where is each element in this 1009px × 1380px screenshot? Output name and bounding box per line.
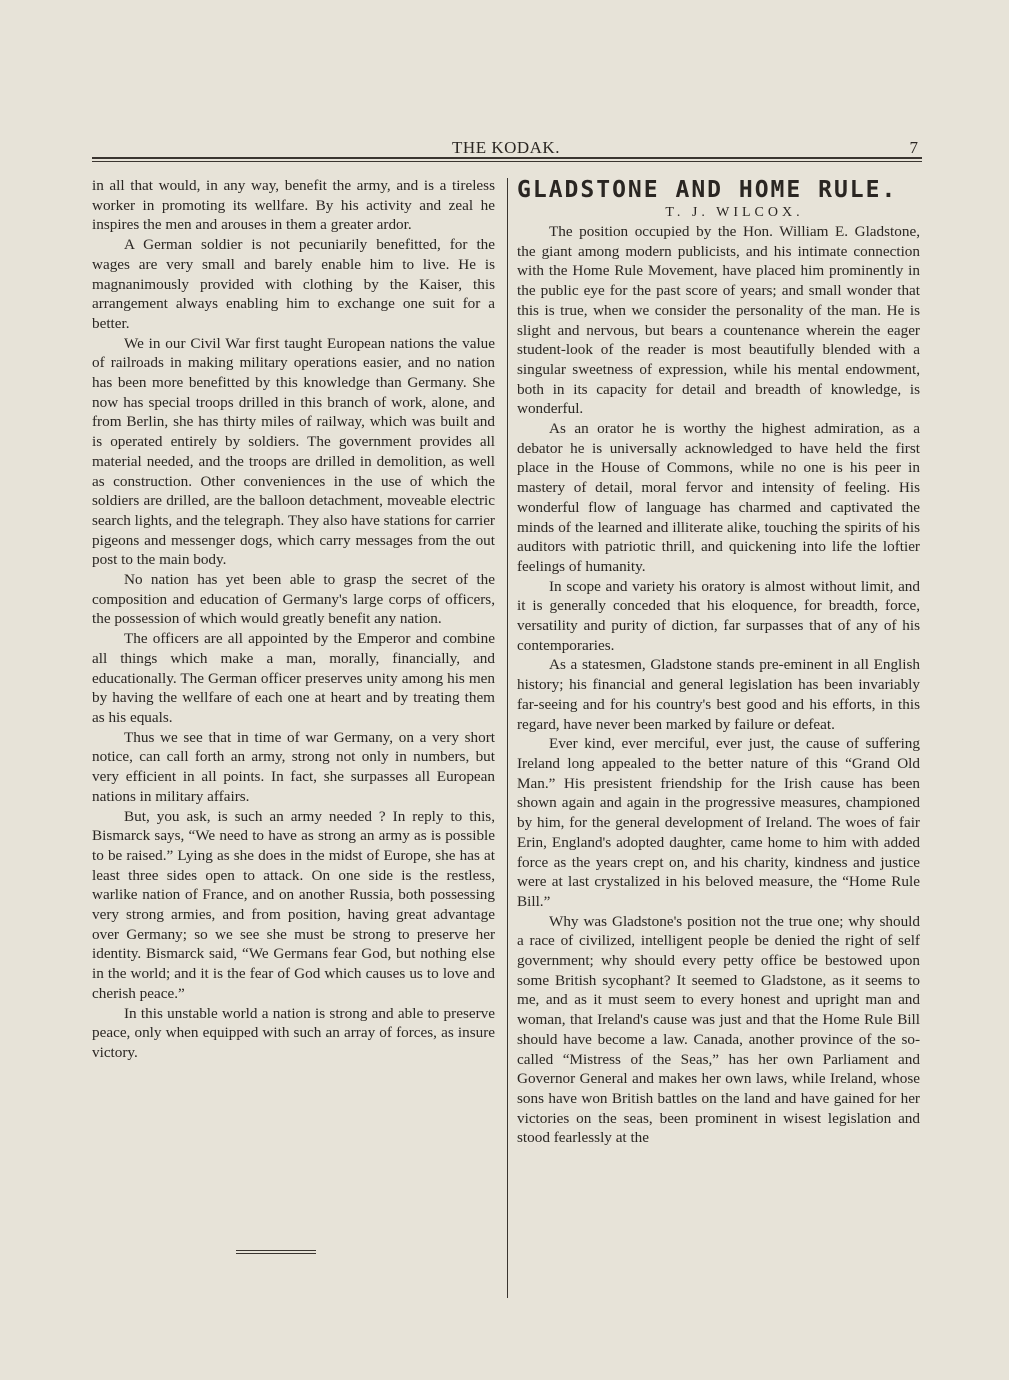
article-byline: T. J. WILCOX.: [665, 205, 804, 220]
paragraph: The position occupied by the Hon. William E. Gladstone, the giant among modern publicists, and his intimate connection with the Home Rule Movement, have placed him prominently in the public eye for the past score of years; and small wonder that this is true, when we consider the personality of the man. He is slight and nervous, but bears a countenance wherein the eager student-look of the reader is most beautifully blended with a singular sweetness of expression, while his mental endowment, both in its capacity for detail and breadth of knowledge, is wonderful.: [517, 223, 920, 418]
paragraph: No nation has yet been able to grasp the secret of the composition and education of Germany's large corps of officers, the possession of which would greatly benefit any nation.: [92, 571, 495, 628]
article-end-rule: [236, 1250, 316, 1254]
column-divider: [507, 178, 508, 1298]
paragraph: As an orator he is worthy the highest admiration, as a debator he is universally acknowledged to have held the first place in the House of Commons, while no one is his peer in mastery of detail, moral fervor and intensity of feeling. His wonderful flow of language has charmed and captivated the minds of the learned and illiterate alike, touching the spirits of his auditors with patriotic thrill, and quickening into life the loftier feelings of humanity.: [517, 420, 920, 575]
right-column: [517, 176, 920, 1148]
article-headline: GLADSTONE AND HOME RULE.: [517, 177, 898, 203]
paragraph: A German soldier is not pecuniarily benefitted, for the wages are very small and barely enable him to live. He is magnanimously provided with clothing by the Kaiser, this arrangement always enabling him to exchange one suit for a better.: [92, 236, 495, 332]
paragraph: As a statesmen, Gladstone stands pre-eminent in all English history; his financial and general legislation has been invariably far-seeing and for his country's best good and his efforts, in this regard, have never been marked by failure or defeat.: [517, 656, 920, 733]
header-rule-thin: [92, 161, 922, 162]
header-rule: [92, 157, 922, 159]
publication-title: THE KODAK.: [452, 138, 560, 157]
left-column: [92, 176, 495, 1063]
paragraph: We in our Civil War first taught European nations the value of railroads in making military operations easier, and no nation has been more benefitted by this knowledge than Germany. She now has special troops drilled in this branch of work, alone, and from Berlin, she has thirty miles of railway, which was built and is operated entirely by soldiers. The government provides all material needed, and the troops are drilled in demolition, as well as construction. Other conveniences in the use of which the soldiers are drilled, are the balloon detachment, moveable electric search lights, and the telegraph. They also have stations for carrier pigeons and messenger dogs, which carry messages from the out post to the main body.: [92, 334, 495, 569]
paragraph: Thus we see that in time of war Germany, on a very short notice, can call forth an army, strong not only in numbers, but very efficient in all points. In fact, she surpasses all European nations in military affairs.: [92, 728, 495, 805]
page-number: 7: [909, 138, 918, 157]
paragraph: The officers are all appointed by the Emperor and combine all things which make a man, morally, financially, and educationally. The German officer preserves unity among his men by having the wellfare of each one at heart and by treating them as his equals.: [92, 630, 495, 726]
paragraph: Ever kind, ever merciful, ever just, the cause of suffering Ireland long appealed to the better nature of this “Grand Old Man.” His presistent friendship for the Irish cause has been shown again and again in the progressive measures, championed by him, for the general development of Ireland. The woes of fair Erin, England's adopted daughter, came home to him with added force as the years crept on, and his charity, kindness and justice were at last crystalized in his beloved measure, the “Home Rule Bill.”: [517, 735, 920, 910]
paragraph: Why was Gladstone's position not the true one; why should a race of civilized, intelligent people be denied the right of self government; why should every petty office be bestowed upon some British sycophant? It seemed to Gladstone, as it seems to me, and as it must seem to every honest and upright man and woman, that Ireland's cause was just and that the Home Rule Bill should have become a law. Canada, another province of the so-called “Mistress of the Seas,” has her own Parliament and Governor General and makes her own laws, while Ireland, whose sons have won British battles on the land and have gained for her victories on the seas, been prominent in wisest legislation and stood fearlessly at the: [517, 912, 920, 1147]
paragraph: In this unstable world a nation is strong and able to preserve peace, only when equipped with such an array of forces, as insure victory.: [92, 1004, 495, 1061]
paragraph: In scope and variety his oratory is almost without limit, and it is generally conceded that his eloquence, for breadth, force, versatility and purity of diction, far surpasses that of any of his contemporaries.: [517, 577, 920, 654]
paragraph: But, you ask, is such an army needed ? In reply to this, Bismarck says, “We need to have as strong an army as is possible to be raised.” Lying as she does in the midst of Europe, she has at least three sides open to attack. On one side is the restless, warlike nation of France, and on another Russia, both possessing very strong armies, and from position, having great advantage over Germany; so we see she must be strong to preserve her identity. Bismarck said, “We Germans fear God, but nothing else in the world; and it is the fear of God which causes us to love and cherish peace.”: [92, 807, 495, 1002]
paragraph: in all that would, in any way, benefit the army, and is a tireless worker in promoting its wellfare. By his activity and zeal he inspires the men and arouses in them a greater ardor.: [92, 177, 495, 234]
